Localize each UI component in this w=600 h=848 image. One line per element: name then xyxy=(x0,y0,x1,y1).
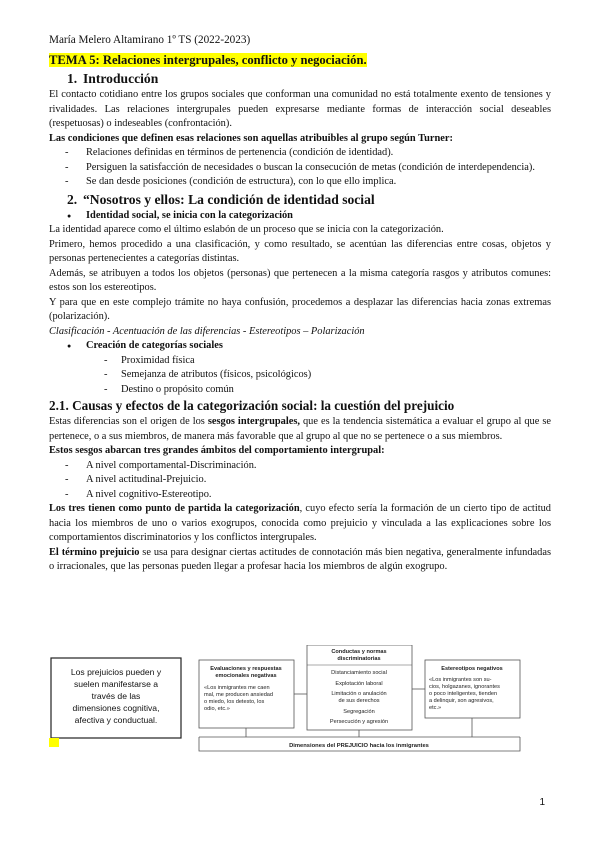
section-2-1-heading: 2.1. Causas y efectos de la categorización social: la cuestión del prejuicio xyxy=(49,398,455,413)
text-run-bold: sesgos intergrupales, xyxy=(207,416,300,427)
box-title: Estereotipos negativos xyxy=(441,666,503,672)
topic-title: TEMA 5: Relaciones intergrupales, conflicto y negociación. xyxy=(49,53,367,67)
paragraph: El contacto cotidiano entre los grupos sociales que conforman una comunidad no está totalmente exento de tensiones y rivalidades. Las relaciones intergrupales pueden expresarse mediante formas de interacción social deseables (respetuosas) o indeseables (confrontación). xyxy=(49,89,551,129)
page-number: 1 xyxy=(539,797,545,808)
paragraph xyxy=(49,502,551,546)
section-title: Introducción xyxy=(83,71,159,86)
document-header: María Melero Altamirano 1º TS (2022-2023) xyxy=(49,34,251,46)
box-text: odio, etc.» xyxy=(204,706,230,712)
paragraph xyxy=(49,415,551,444)
paragraph-bold: Las condiciones que definen esas relaciones son aquellas atribuibles al grupo según Turner: xyxy=(49,132,453,144)
list-item: - A nivel cognitivo-Estereotipo. xyxy=(49,488,551,503)
list-item: - A nivel actitudinal-Prejuicio. xyxy=(49,473,551,488)
note-line: suelen manifestarse a xyxy=(73,679,159,689)
text-run: que es la tendencia sistemática a evaluar el grupo al que se pertenece, o a sus miembros, de manera más favorable que al grupo al que no se pertenece o a sus miembros. xyxy=(49,416,551,442)
text-run: se usa para designar ciertas actitudes de connotación más bien negativa, generalmente infundadas o irracionales, que las personas pueden llegar a profesar hacia los miembros de algún exogrupo. xyxy=(49,546,551,572)
text-run-bold: El término prejuicio xyxy=(49,546,140,558)
box-title: emocionales negativas xyxy=(215,673,277,679)
box-text: «Los inmigrantes me caen xyxy=(204,685,270,691)
list-item: - Semejanza de atributos (físicos, psicológicos) xyxy=(49,368,551,383)
paragraph: Primero, hemos procedido a una clasificación, y como resultado, se acentúan las diferencias entre cosas, objetos y personas pertenecientes a categorías distintas. xyxy=(49,238,551,264)
box-text: o poco inteligentes, tienden xyxy=(429,691,498,697)
box-item: Segregación xyxy=(343,709,375,715)
box-title: Conductas y normas xyxy=(331,649,387,655)
box-text: a delinquir, son agresivos, xyxy=(429,698,494,704)
box-item: Explotación laboral xyxy=(335,681,383,687)
list-item: - Proximidad física xyxy=(49,354,551,369)
paragraph-bold: Estos sesgos abarcan tres grandes ámbitos del comportamiento intergrupal: xyxy=(49,445,385,456)
section-2-heading xyxy=(67,192,551,208)
paragraph: La identidad aparece como el último eslabón de un proceso que se inicia con la categorización. xyxy=(49,224,444,235)
box-text: o miedo, los detesto, los xyxy=(204,699,265,705)
box-item: de sus derechos xyxy=(338,698,380,704)
list-item: - A nivel comportamental-Discriminación. xyxy=(49,459,551,474)
box-text: mal, me producen ansiedad xyxy=(204,692,274,698)
note-line: través de las xyxy=(91,691,141,701)
list-item: - Se dan desde posiciones (condición de estructura), con lo que ello implica. xyxy=(49,175,551,190)
text-run: Estas diferencias son el origen de los xyxy=(49,416,208,427)
box-text: «Los inmigrantes son su- xyxy=(429,677,492,683)
document-page xyxy=(49,34,551,575)
note-line: afectiva y conductual. xyxy=(74,715,158,725)
bullet-heading: ● Identidad social, se inicia con la categorización xyxy=(49,209,551,224)
box-text: cios, holgazanes, ignorantes xyxy=(429,684,500,690)
bullet-heading: ● Creación de categorías sociales xyxy=(49,339,551,354)
section-1-heading xyxy=(67,71,551,87)
box-item: Distanciamiento social xyxy=(331,670,387,676)
box-title: Evaluaciones y respuestas xyxy=(210,666,282,672)
box-text: etc.» xyxy=(429,705,442,711)
paragraph xyxy=(49,546,551,575)
section-number: 2. xyxy=(67,191,78,207)
list-item: - Persiguen la satisfacción de necesidades o buscan la consecución de metas (condición de interdependencia). xyxy=(49,161,551,176)
process-summary: Clasificación - Acentuación de las diferencias - Estereotipos – Polarización xyxy=(49,325,365,337)
diagram-caption: Dimensiones del PREJUICIO hacia los inmigrantes xyxy=(289,743,429,749)
box-item: Persecución y agresión xyxy=(329,719,389,725)
highlight-mark xyxy=(49,738,59,747)
text-run: , cuyo efecto sería la formación de un cierto tipo de actitud hacia los miembros de uno o varios exogrupos, conocida como prejuicio y vinculada a las explicaciones sobre los comportamientos discriminatorios y los conflictos intergrupales. xyxy=(49,503,551,543)
section-title: “Nosotros y ellos: La condición de identidad social xyxy=(83,191,375,207)
box-title: discriminatorias xyxy=(337,656,381,662)
list-item: - Relaciones definidas en términos de pertenencia (condición de identidad). xyxy=(49,146,551,161)
section-number: 1. xyxy=(67,71,78,86)
prejudice-diagram xyxy=(49,645,551,760)
note-line: Los prejuicios pueden y xyxy=(70,667,162,677)
list-item: - Destino o propósito común xyxy=(49,383,551,398)
paragraph: Además, se atribuyen a todos los objetos (personas) que pertenecen a la misma categoría rasgos y atributos comunes: estos son los estereotipos. xyxy=(49,267,551,293)
text-run-bold: Los tres tienen como punto de partida la categorización xyxy=(49,503,300,514)
paragraph: Y para que en este complejo trámite no haya confusión, procedemos a desplazar las diferencias hacia zonas extremas (polarización). xyxy=(49,296,551,322)
box-item: Limitación o anulación xyxy=(331,691,387,697)
note-line: dimensiones cognitiva, xyxy=(72,703,160,713)
